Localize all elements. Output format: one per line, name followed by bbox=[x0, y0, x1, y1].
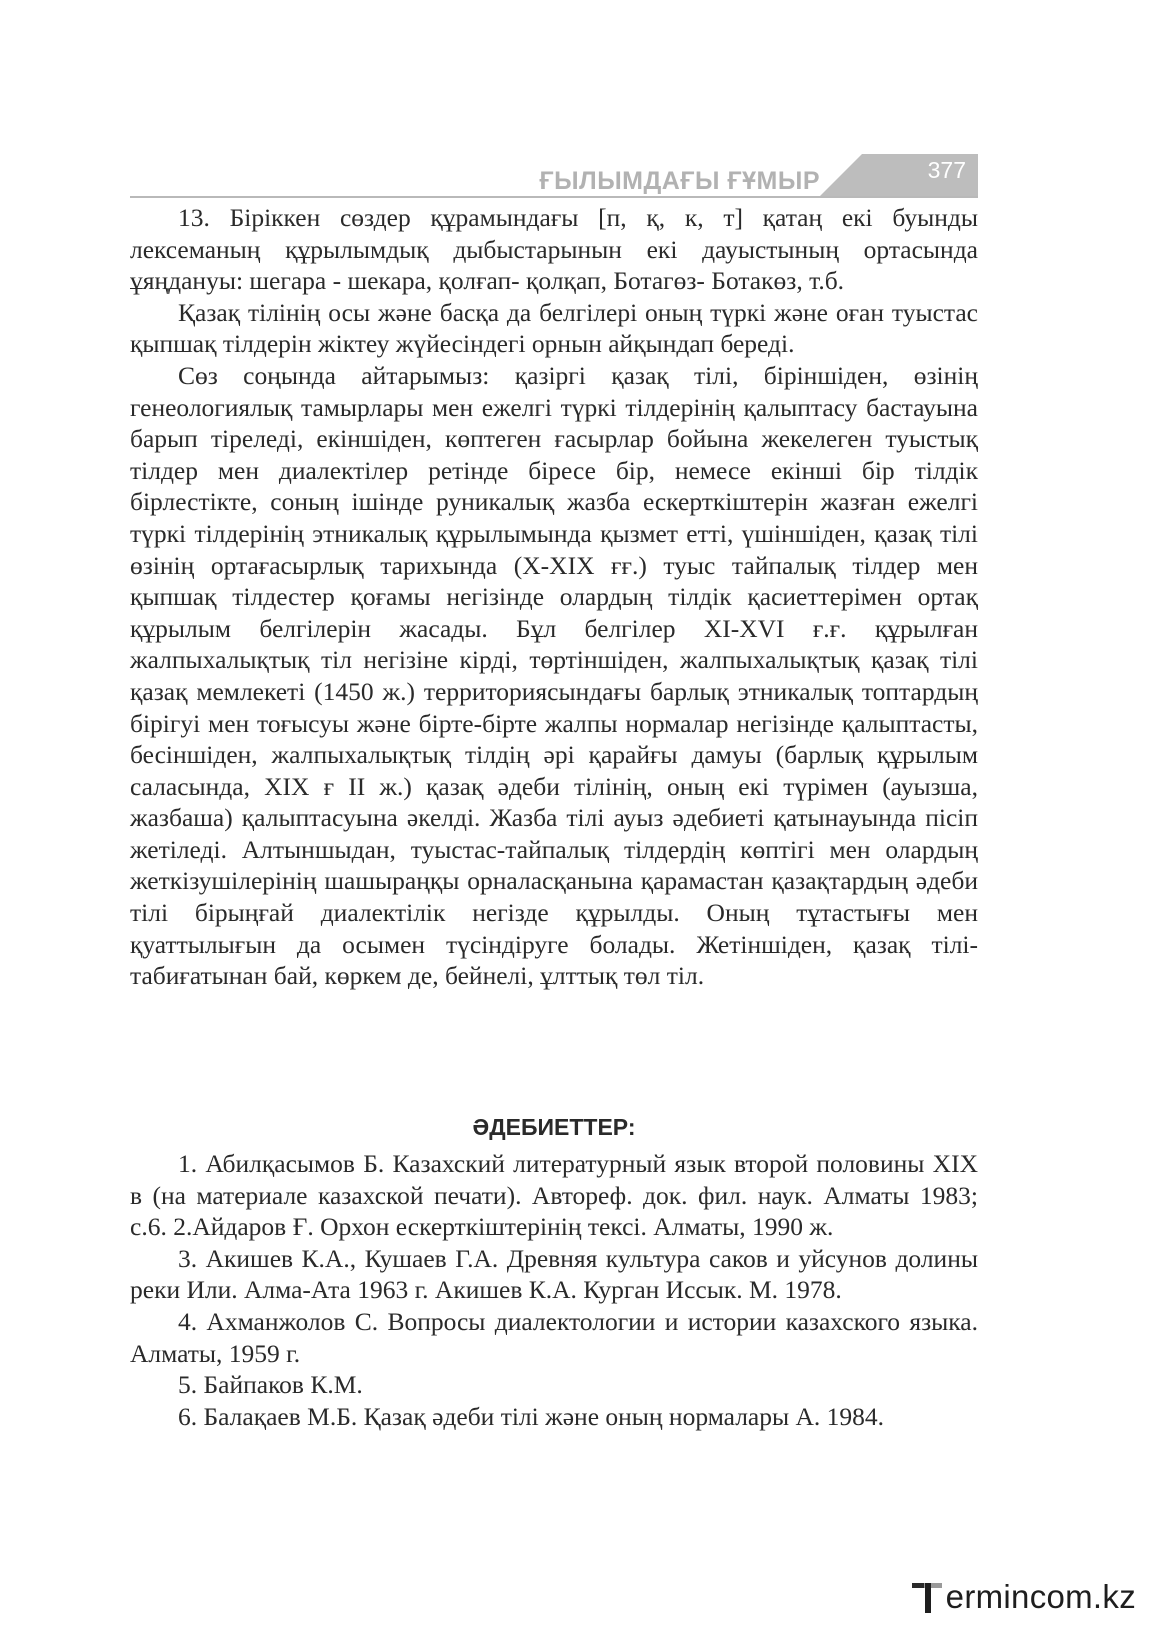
paragraph: 13. Біріккен сөздер құрамындағы [п, қ, к, т] қатаң екі буынды лексеманың құрылымдық дыбыстарынын екі дауыстының ортасында ұяңдануы: шегара - шекара, қолғап- қолқап, Ботагөз- Ботакөз, т.б. bbox=[130, 203, 978, 296]
header-rule bbox=[130, 196, 978, 198]
bibliography-list bbox=[130, 1148, 978, 1432]
bibliography-section bbox=[130, 1112, 978, 1432]
bibliography-entry: 5. Байпаков К.М. bbox=[178, 1370, 363, 1400]
main-text bbox=[130, 202, 978, 992]
bibliography-entry: 6. Балақаев М.Б. Қазақ әдеби тілі және оның нормалары А. 1984. bbox=[178, 1401, 885, 1431]
header-title: ҒЫЛЫМДАҒЫ ҒҰМЫР bbox=[539, 167, 820, 195]
bibliography-heading: ӘДЕБИЕТТЕР: bbox=[472, 1114, 636, 1140]
watermark-logo-icon bbox=[910, 1577, 946, 1617]
bibliography-entry: 4. Ахманжолов С. Вопросы диалектологии и истории казахского языка. Алматы, 1959 г. bbox=[130, 1306, 978, 1368]
paragraph: Сөз соңында айтарымыз: қазіргі қазақ тілі, біріншіден, өзінің генеологиялық тамырлары мен ежелгі түркі тілдерінің қалыптасу бастауына барып тіреледі, екіншіден, көптеген ғасырлар бойына жекелеген туыстық тілдер мен диалектілер ретінде біресе бір, немесе екінші бір тілдік бірлестікте, соның ішінде руникалық жазба ескерткіштерін жазған ежелгі түркі тілдерінің этникалық құрылымында қызмет етті, үшіншіден, қазақ тілі өзінің ортағасырлық тарихында (X-XIX ғғ.) туыс тайпалық тілдер мен қыпшақ тілдестер қоғамы негізінде олардың тілдік қасиеттерімен ортақ құрылым белгілерін жасады. Бұл белгілер XI-XVI ғ.ғ. құрылған жалпыхалықтық тіл негізіне кірді, төртіншіден, жалпыхалықтық қазақ тілі қазақ мемлекеті (1450 ж.) территориясындағы барлық этникалық топтардың бірігуі мен тоғысуы және бірте-бірте жалпы нормалар негізінде қалыптасты, бесіншіден, жалпыхалықтық тілдің әрі қарайғы дамуы (барлық құрылым саласында, XIX ғ II ж.) қазақ әдеби тілінің, оның екі түрімен (ауызша, жазбаша) қалыптасуына әкелді. Жазба тілі ауыз әдебиеті қатынауында пісіп жетіледі. Алтыншыдан, туыстас-тайпалық тілдердің көптігі мен олардың жеткізушілерінің шашыраңқы орналасқанына қарамастан қазақтардың әдеби тілі бірыңғай диалектілік негізде құрылды. Оның тұтастығы мен қуаттылығын да осымен түсіндіруге болады. Жетіншіден, қазақ тілі- табиғатынан бай, көркем де, бейнелі, ұлттық төл тіл. bbox=[130, 360, 978, 991]
paragraph: Қазақ тілінің осы және басқа да белгілері оның түркі және оған туыстас қыпшақ тілдерін жіктеу жүйесіндегі орнын айқындап береді. bbox=[130, 297, 978, 359]
termincom-watermark bbox=[910, 1575, 1136, 1619]
bibliography-entry: 3. Акишев К.А., Кушаев Г.А. Древняя культура саков и уйсунов долины реки Или. Алма-Ата 1963 г. Акишев К.А. Курган Иссык. М. 1978. bbox=[130, 1243, 978, 1305]
bibliography-entry: 1. Абилқасымов Б. Казахский литературный язык второй половины XIX в (на материале казахской печати). Автореф. док. фил. наук. Алматы 1983; с.6. 2.Айдаров Ғ. Орхон ескерткіштерінің тексі. Алматы, 1990 ж. bbox=[130, 1149, 978, 1242]
page-number-tab bbox=[820, 154, 978, 196]
page-number: 377 bbox=[927, 157, 966, 183]
running-header bbox=[130, 146, 978, 198]
watermark-text: ermincom.kz bbox=[945, 1578, 1136, 1615]
